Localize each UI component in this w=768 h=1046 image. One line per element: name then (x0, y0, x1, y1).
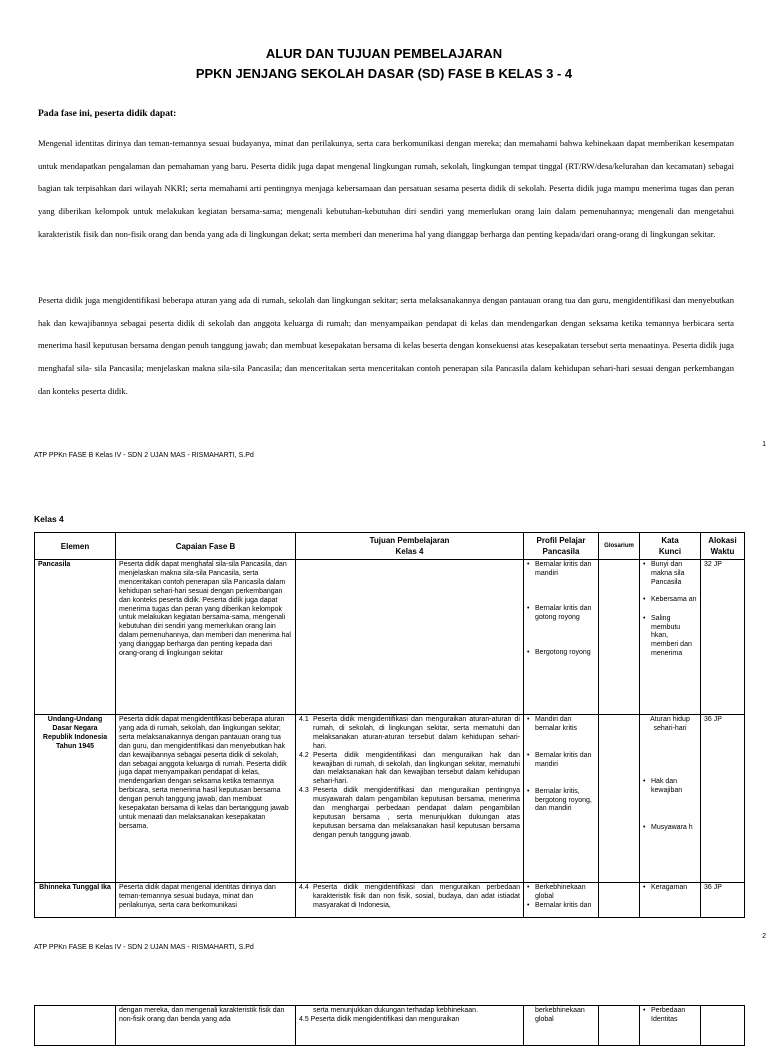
cell-alokasi (701, 1006, 745, 1046)
cell-elemen (35, 1006, 116, 1046)
page-footer-2: ATP PPKn FASE B Kelas IV - SDN 2 UJAN MAS - RISMAHARTI, S.Pd (34, 944, 254, 951)
list-item: 4.3 Peserta didik mengidentifikasi dan menguraikan pentingnya musyawarah dalam pengambilan keputusan bersama, menerima dan menghargai perbedaan pendapat dalam pengambilan keputusan bersama , serta menunjukkan dukungan atas keputusan bersama dan melaksanakan hasil keputusan bersama dengan penuh tanggung jawab. (299, 787, 520, 839)
list-item: • Perbedaan (643, 1007, 686, 1014)
list-item: 4.4 Peserta didik mengidentifikasi dan menguraikan perbedaan karakteristik fisik dan non fisik, sosial, budaya, dan adat istiadat masyarakat di Indonesia, (299, 884, 520, 909)
list-item: • Bernalar kritis dan gotong royong (527, 604, 592, 621)
cell-tujuan (296, 715, 524, 883)
header-alokasi: Alokasi Waktu (701, 533, 745, 560)
table-row (35, 715, 745, 883)
list-item: • Bernalar kritis, bergotong royong, dan mandiri (527, 787, 592, 813)
list-item: • Bernalar kritis dan mandiri (527, 751, 592, 768)
cell-tujuan (296, 560, 524, 715)
cell-capaian: Peserta didik dapat mengenal identitas dirinya dan teman-temannya sesuai budaya, minat dan perilakunya, serta cara berkomunikasi (116, 883, 296, 918)
table-row (35, 1006, 745, 1046)
cell-kata-kunci (640, 715, 701, 883)
list-item: • Berkebhinekaan global (527, 884, 586, 900)
list-item: • Keragaman (643, 884, 688, 891)
header-capaian: Capaian Fase B (116, 533, 296, 560)
document-title-line2: PPKN JENJANG SEKOLAH DASAR (SD) FASE B KELAS 3 - 4 (195, 66, 573, 81)
table-row (35, 560, 745, 715)
paragraph-1: Mengenal identitas dirinya dan teman-temannya sesuai budayanya, minat dan perilakunya, serta cara berkomunikasi dengan mereka; dan memahami bahwa kebinekaan dapat memberikan kesempatan untuk mendapatkan pengalaman dan pemahaman yang baru. Peserta didik juga dapat mengenal lingkungan rumah, sekolah, lingkungan tempat tinggal (RT/RW/desa/kelurahan dan kecamatan) sebagai bagian tak terpisahkan dari wilayah NKRI; serta memahami arti pentingnya menjaga kebersamaan dan persatuan sesama peserta didik di sekolah. Peserta didik juga mampu menerima tugas dan peran yang diberikan kelompok untuk melakukan kegiatan bersama-sama; mengenali kebutuhan-kebutuhan diri sendiri yang memerlukan orang lain dalam pemenuhannya; mengenali dan mengetahui karakteristik fisik dan non-fisik orang dan benda yang ada di lingkungan dekat; serta memberi dan menerima hal yang dianggap berharga dan penting kepada/dari orang-orang di lingkungan sekitar. (38, 138, 734, 239)
cell-capaian: Peserta didik dapat menghafal sila-sila Pancasila, dan menjelaskan makna sila-sila Pancasila, serta menceritakan contoh penerapan sila Pancasila dalam kehidupan sehari-hari sesuai dengan perkembangan dan konteks peserta didik. Peserta didik juga dapat menerima tugas dan peran yang diberikan kelompok untuk melakukan kegiatan bersama-sama, mengenali kebutuhan diri sendiri yang memerlukan orang lain dalam pemenuhannya, dan memberi dan menerima hal yang dianggap berharga dan penting kepada dari orang-orang di lingkungan sekitar (116, 560, 296, 715)
cell-alokasi: 36 JP (701, 715, 745, 883)
cell-capaian: dengan mereka, dan mengenali karakteristik fisik dan non-fisik orang dan benda yang ada (116, 1006, 296, 1046)
cell-kata-kunci (640, 883, 701, 918)
cell-alokasi: 36 JP (701, 883, 745, 918)
kelas-label: Kelas 4 (34, 514, 64, 524)
cell-kata-kunci (640, 560, 701, 715)
paragraph-2: Peserta didik juga mengidentifikasi beberapa aturan yang ada di rumah, sekolah dan lingkungan sekitar; serta melaksanakannya dengan pantauan orang tua dan guru, mengidentifikasi dan menyebutkan hak dan kewajibannya sebagai peserta didik di sekolah dan anggota keluarga di rumah; dan menyampaikan pendapat di kelas dan mendengarkan dengan seksama ketika temannya berbicara serta menerima hasil keputusan bersama dengan penuh tanggung jawab; dan membuat kesepakatan bersama di kelas beserta dengan konsekuensi atas kesepakatan tersebut serta menaatinya. Peserta didik juga menghafal sila- sila Pancasila; menjelaskan makna sila-sila Pancasila; dan menceritakan serta menceritakan contoh penerapan sila Pancasila dalam kehidupan sehari-hari sesuai dengan perkembangan dan konteks peserta didik. (38, 295, 734, 396)
atp-table (34, 532, 745, 918)
cell-glosarium (599, 883, 640, 918)
list-item: • Bernalar kritis dan mandiri (527, 561, 592, 577)
list-item: • Bernalar kritis dan (527, 901, 592, 909)
cell-kata-kunci: • Perbedaan Identitas (640, 1006, 701, 1046)
intro-text: Pada fase ini, peserta didik dapat: (38, 109, 177, 119)
table-row (35, 883, 745, 918)
cell-elemen: Pancasila (35, 560, 116, 715)
cell-profil: berkebhinekaan global (524, 1006, 599, 1046)
cell-glosarium (599, 560, 640, 715)
cell-profil (524, 560, 599, 715)
list-item: • Hak dan kewajiban (643, 777, 683, 794)
page-footer-1: ATP PPKn FASE B Kelas IV - SDN 2 UJAN MAS - RISMAHARTI, S.Pd (34, 452, 254, 459)
cell-alokasi: 32 JP (701, 560, 745, 715)
page-number-1: 1 (762, 441, 766, 448)
cell-glosarium (599, 1006, 640, 1046)
cell-glosarium (599, 715, 640, 883)
header-glosarium: Glosarium (599, 533, 640, 560)
cell-capaian: Peserta didik dapat mengidentifikasi beberapa aturan yang ada di rumah, sekolah, dan lingkungan sekitar; serta melaksanakannya dengan pantauan orang tua dan guru, dan mengidentifikasi dan menyebutkan hak dan kewajibannya sebagai peserta didik di sekolah, dan sebagai anggota keluarga di rumah. Peserta didik juga dapat menyampaikan pendapat di kelas, mendengarkan dengan seksama ketika temannya berbicara, serta menerima hasil keputusan bersama dengan penuh tanggung jawab, dan membuat kesepakatan bersama di kelas dan bertanggung jawab untuk menaati dan melaksanakan kesepakatan bersama. (116, 715, 296, 883)
list-item: • Kebersama an (643, 595, 697, 603)
cell-tujuan (296, 883, 524, 918)
page-number-2: 2 (762, 933, 766, 940)
list-item: 4.2 Peserta didik mengidentifikasi dan menguraikan hak dan kewajiban di rumah, di sekolah, dan lingkungan sekitar, mematuhi dan melaksanakan hak dan kewajiban tersebut dalam kehidupan sehari-hari. (299, 751, 520, 786)
document-title-line1: ALUR DAN TUJUAN PEMBELAJARAN (265, 46, 503, 61)
list-item: • Saling membutu hkan, memberi dan menerima (643, 614, 692, 658)
list-item: Aturan hidup sehari-hari (650, 716, 690, 732)
cell-elemen: Undang-Undang Dasar Negara Republik Indonesia Tahun 1945 (35, 715, 116, 883)
cell-profil (524, 715, 599, 883)
atp-table-continued (34, 1005, 745, 1046)
cell-elemen: Bhinneka Tunggal Ika (35, 883, 116, 918)
cell-tujuan: serta menunjukkan dukungan terhadap kebhinekaan. 4.5 Peserta didik mengidentifikasi dan menguraikan (296, 1006, 524, 1046)
header-kata-kunci: Kata Kunci (640, 533, 701, 560)
list-item: • Mandiri dan bernalar kritis (527, 716, 578, 732)
cell-profil (524, 883, 599, 918)
list-item: • Musyawara h (643, 823, 693, 831)
header-profil: Profil Pelajar Pancasila (524, 533, 599, 560)
list-item: • Bunyi dan makna sila Pancasila (643, 561, 685, 586)
table-header-row (35, 533, 745, 560)
list-item: 4.1 Peserta didik mengidentifikasi dan menguraikan aturan-aturan di rumah, di sekolah, di lingkungan sekitar, serta mematuhi dan melaksanakan aturan-aturan tersebut dalam kehidupan sehari-hari. (299, 716, 520, 750)
header-tujuan: Tujuan Pembelajaran Kelas 4 (296, 533, 524, 560)
list-item: • Bergotong royong (527, 648, 591, 656)
header-elemen: Elemen (35, 533, 116, 560)
